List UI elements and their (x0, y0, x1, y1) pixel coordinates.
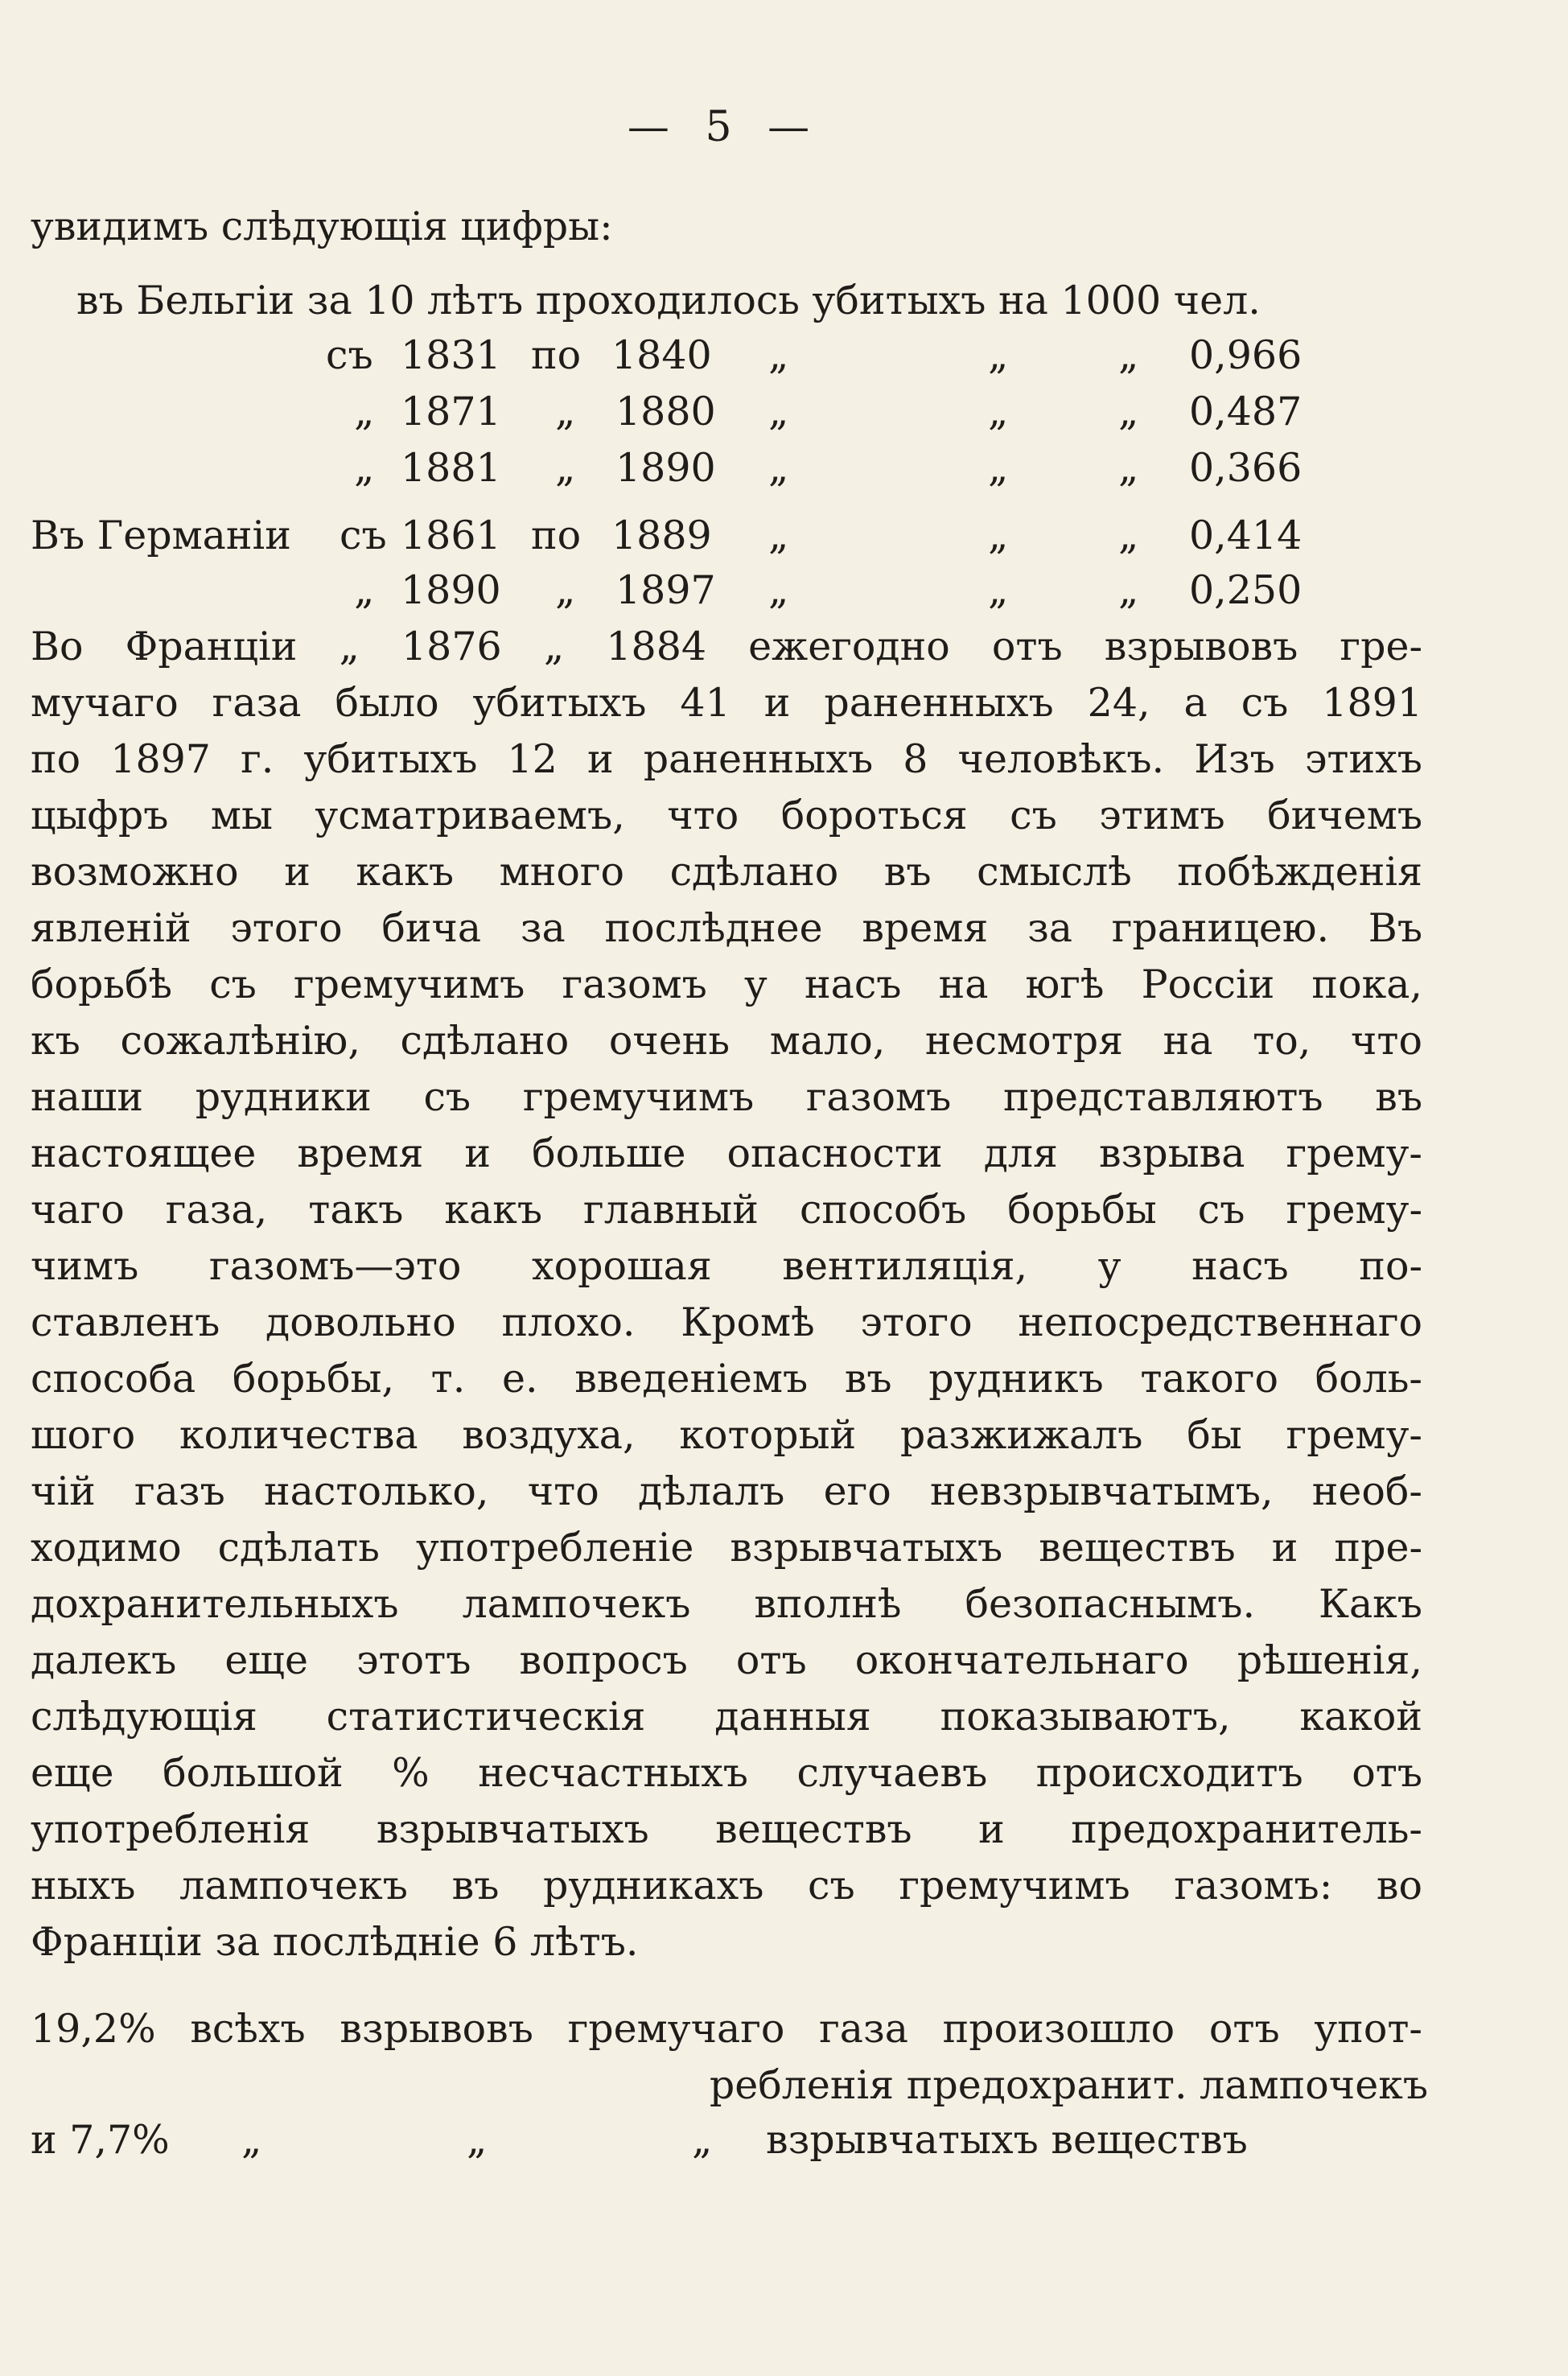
ditto-mark: „ (241, 2117, 262, 2163)
table-header: въ Бельгіи за 10 лѣтъ проходилось убитыхъ на 1000 чел. (76, 278, 1261, 323)
row-value: 0,250 (1189, 567, 1303, 613)
paragraph-line: возможно и какъ много сдѣлано въ смыслѣ побѣжденія (31, 849, 1422, 895)
stat-prefix: и 7,7% (31, 2117, 170, 2163)
ditto-mark: „ (467, 2117, 488, 2163)
ditto-mark: „ (768, 513, 789, 558)
ditto-mark: „ (692, 2117, 713, 2163)
ditto-mark: „ (768, 332, 789, 378)
row-value: 0,414 (1189, 513, 1303, 558)
ditto-mark: „ (988, 389, 1009, 434)
stat-text: взрывчатыхъ веществъ (766, 2117, 1248, 2163)
row-from-year: 1890 (401, 567, 501, 613)
row-to-word: „ (555, 567, 576, 613)
paragraph-line: способа борьбы, т. е. введеніемъ въ рудникъ такого боль- (31, 1356, 1422, 1402)
paragraph-line: по 1897 г. убитыхъ 12 и раненныхъ 8 человѣкъ. Изъ этихъ (31, 736, 1422, 782)
page-number: — 5 — (627, 103, 821, 151)
paragraph-line: борьбѣ съ гремучимъ газомъ у насъ на югѣ Россіи пока, (31, 962, 1422, 1007)
row-to-year: 1890 (615, 445, 716, 491)
row-to-word: „ (555, 445, 576, 491)
paragraph-line: шого количества воздуха, который разжижалъ бы грему- (31, 1412, 1422, 1458)
paragraph-line: чимъ газомъ—это хорошая вентиляція, у насъ по- (31, 1243, 1422, 1289)
row-from-word: съ (340, 513, 387, 558)
ditto-mark: „ (988, 332, 1009, 378)
paragraph-line: дохранительныхъ лампочекъ вполнѣ безопаснымъ. Какъ (31, 1581, 1422, 1627)
ditto-mark: „ (1118, 567, 1139, 613)
row-from-word: „ (354, 445, 375, 491)
ditto-mark: „ (988, 567, 1009, 613)
row-value: 0,966 (1189, 332, 1303, 378)
row-to-year: 1889 (611, 513, 712, 558)
row-to-year: 1840 (611, 332, 712, 378)
row-to-year: 1880 (615, 389, 716, 434)
row-from-year: 1831 (401, 332, 501, 378)
row-from-year: 1861 (401, 513, 501, 558)
row-to-word: по (531, 332, 582, 378)
row-from-word: съ (326, 332, 373, 378)
row-country: Въ Германіи (31, 513, 291, 558)
ditto-mark: „ (1118, 445, 1139, 491)
paragraph-line: къ сожалѣнію, сдѣлано очень мало, несмотря на то, что (31, 1018, 1422, 1064)
paragraph-line: далекъ еще этотъ вопросъ отъ окончательнаго рѣшенія, (31, 1637, 1422, 1683)
ditto-mark: „ (768, 445, 789, 491)
row-from-year: 1881 (401, 445, 501, 491)
stat-line: ребленія предохранит. лампочекъ (709, 2062, 1428, 2108)
paragraph-line: явленій этого бича за послѣднее время за границею. Въ (31, 905, 1422, 951)
paragraph-line: наши рудники съ гремучимъ газомъ представляютъ въ (31, 1074, 1422, 1120)
paragraph-line: ходимо сдѣлать употребленіе взрывчатыхъ веществъ и пре- (31, 1525, 1422, 1571)
row-to-word: по (531, 513, 582, 558)
ditto-mark: „ (988, 513, 1009, 558)
row-to-word: „ (555, 389, 576, 434)
paragraph-line: ставленъ довольно плохо. Кромѣ этого непосредственнаго (31, 1299, 1422, 1345)
row-from-word: „ (354, 389, 375, 434)
paragraph-line: чаго газа, такъ какъ главный способъ борьбы съ грему- (31, 1187, 1422, 1233)
ditto-mark: „ (988, 445, 1009, 491)
paragraph-line: настоящее время и больше опасности для взрыва грему- (31, 1130, 1422, 1176)
paragraph-line: цыфръ мы усматриваемъ, что бороться съ этимъ бичемъ (31, 793, 1422, 838)
paragraph-last-line: Франціи за послѣдніе 6 лѣтъ. (31, 1919, 639, 1965)
ditto-mark: „ (1118, 513, 1139, 558)
row-from-year: 1871 (401, 389, 501, 434)
row-from-word: „ (354, 567, 375, 613)
intro-line: увидимъ слѣдующія цифры: (31, 204, 613, 249)
ditto-mark: „ (1118, 389, 1139, 434)
row-to-year: 1897 (615, 567, 716, 613)
paragraph-line: мучаго газа было убитыхъ 41 и раненныхъ 24, а съ 1891 (31, 680, 1422, 726)
paragraph-line: Во Франціи „ 1876 „ 1884 ежегодно отъ взрывовъ гре- (31, 624, 1422, 669)
row-value: 0,366 (1189, 445, 1303, 491)
ditto-mark: „ (768, 389, 789, 434)
row-value: 0,487 (1189, 389, 1303, 434)
paragraph-line: чій газъ настолько, что дѣлалъ его невзрывчатымъ, необ- (31, 1468, 1422, 1514)
paragraph-line: слѣдующія статистическія данныя показываютъ, какой (31, 1694, 1422, 1740)
ditto-mark: „ (1118, 332, 1139, 378)
ditto-mark: „ (768, 567, 789, 613)
paragraph-line: ныхъ лампочекъ въ рудникахъ съ гремучимъ газомъ: во (31, 1863, 1422, 1909)
stat-line: 19,2% всѣхъ взрывовъ гремучаго газа произошло отъ упот- (31, 2006, 1422, 2052)
paragraph-line: еще большой % несчастныхъ случаевъ происходитъ отъ (31, 1750, 1422, 1796)
paragraph-line: употребленія взрывчатыхъ веществъ и предохранитель- (31, 1806, 1422, 1852)
